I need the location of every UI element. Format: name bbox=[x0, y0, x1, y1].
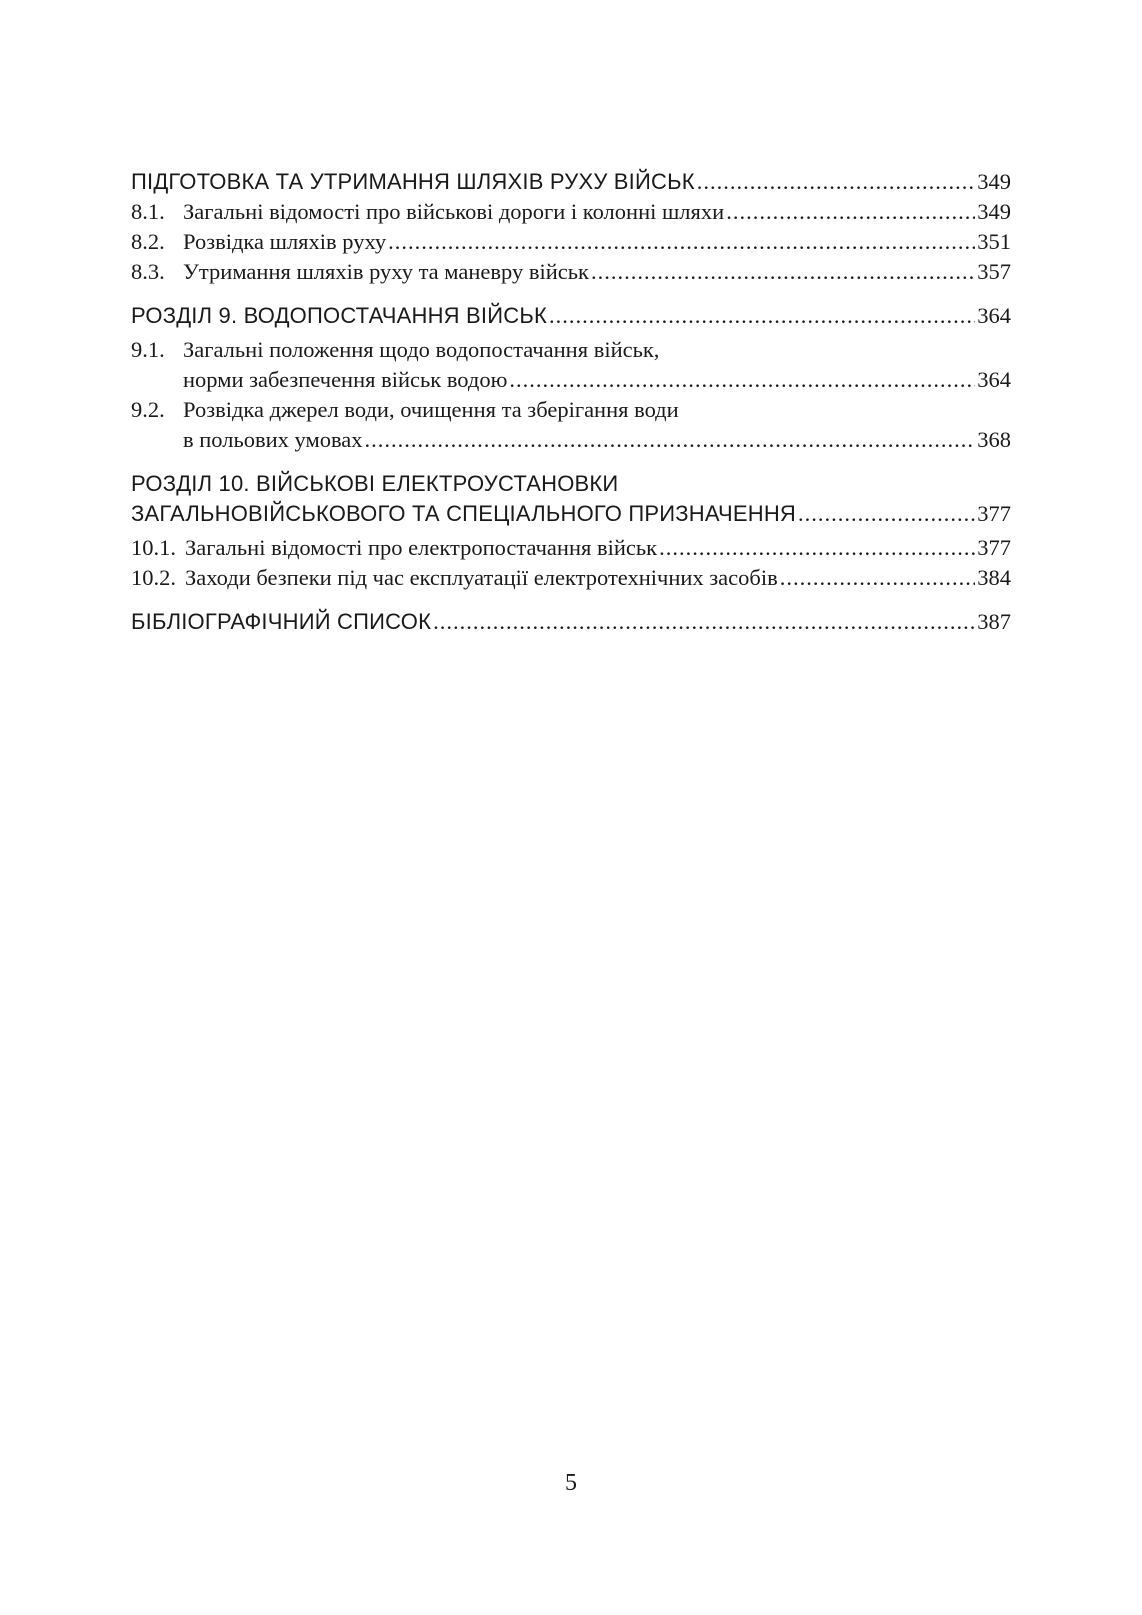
toc-entry-title-line1: Розвідка джерел води, очищення та зберігання води bbox=[183, 397, 679, 422]
dot-leader bbox=[365, 425, 976, 455]
toc-section-number: 9.1. bbox=[131, 337, 165, 362]
toc-entry-title-line1: РОЗДІЛ 10. ВІЙСЬКОВІ ЕЛЕКТРОУСТАНОВКИ bbox=[131, 471, 619, 496]
toc-section-number: 8.1. bbox=[131, 199, 165, 224]
toc-entry-title-line2: в польових умовах bbox=[183, 427, 363, 452]
toc-page-number: 351 bbox=[977, 229, 1011, 254]
toc-section-8-3[interactable] bbox=[131, 257, 1011, 287]
toc-page-number: 349 bbox=[977, 199, 1011, 224]
toc-section-9-2[interactable] bbox=[131, 395, 1011, 455]
toc-entry-title: Загальні відомості про військові дороги і колонні шляхи bbox=[183, 199, 725, 224]
toc-page-number: 357 bbox=[977, 259, 1011, 284]
toc-entry-title: Загальні відомості про електропостачання військ bbox=[185, 535, 658, 560]
toc-page-number: 387 bbox=[977, 609, 1011, 634]
dot-leader bbox=[726, 197, 975, 227]
dot-leader bbox=[509, 365, 975, 395]
dot-leader bbox=[798, 499, 975, 529]
page-number: 5 bbox=[565, 1470, 577, 1496]
toc-entry-title-line1: Загальні положення щодо водопостачання військ, bbox=[183, 337, 660, 362]
dot-leader bbox=[780, 563, 976, 593]
dot-leader bbox=[549, 301, 975, 331]
toc-section-number: 8.2. bbox=[131, 229, 165, 254]
toc-section-number: 10.2. bbox=[131, 565, 176, 590]
dot-leader bbox=[697, 167, 976, 197]
toc-entry-title: Розвідка шляхів руху bbox=[183, 229, 387, 254]
toc-section-8-2[interactable] bbox=[131, 227, 1011, 257]
toc-page-number: 377 bbox=[977, 535, 1011, 560]
toc-page-number: 368 bbox=[977, 427, 1011, 452]
toc-chapter-9[interactable] bbox=[131, 301, 1011, 331]
toc-entry-title-line2: норми забезпечення військ водою bbox=[183, 367, 508, 392]
toc-section-8-1[interactable] bbox=[131, 197, 1011, 227]
toc-entry-title: РОЗДІЛ 9. ВОДОПОСТАЧАННЯ ВІЙСЬК bbox=[131, 303, 547, 328]
toc-page-number: 364 bbox=[977, 303, 1011, 328]
toc-entry-title: Заходи безпеки під час експлуатації електротехнічних засобів bbox=[185, 565, 778, 590]
dot-leader bbox=[433, 607, 975, 637]
toc-page-number: 349 bbox=[977, 169, 1011, 194]
dot-leader bbox=[591, 257, 975, 287]
table-of-contents bbox=[131, 167, 1011, 637]
toc-chapter-8[interactable] bbox=[131, 167, 1011, 197]
toc-section-number: 8.3. bbox=[131, 259, 165, 284]
toc-section-number: 9.2. bbox=[131, 397, 165, 422]
toc-section-10-1[interactable] bbox=[131, 533, 1011, 563]
toc-page-number: 384 bbox=[977, 565, 1011, 590]
toc-entry-title: ПІДГОТОВКА ТА УТРИМАННЯ ШЛЯХІВ РУХУ ВІЙСЬК bbox=[131, 169, 695, 194]
toc-bibliography[interactable] bbox=[131, 607, 1011, 637]
toc-section-9-1[interactable] bbox=[131, 335, 1011, 395]
dot-leader bbox=[659, 533, 975, 563]
toc-entry-title-line2: ЗАГАЛЬНОВІЙСЬКОВОГО ТА СПЕЦІАЛЬНОГО ПРИЗНАЧЕННЯ bbox=[131, 501, 797, 526]
toc-section-number: 10.1. bbox=[131, 535, 176, 560]
toc-section-10-2[interactable] bbox=[131, 563, 1011, 593]
toc-page-number: 364 bbox=[977, 367, 1011, 392]
toc-entry-title: Утримання шляхів руху та маневру військ bbox=[183, 259, 589, 284]
dot-leader bbox=[388, 227, 975, 257]
toc-chapter-10[interactable] bbox=[131, 469, 1011, 529]
toc-entry-title: БІБЛІОГРАФІЧНИЙ СПИСОК bbox=[131, 609, 432, 634]
toc-page-number: 377 bbox=[977, 501, 1011, 526]
